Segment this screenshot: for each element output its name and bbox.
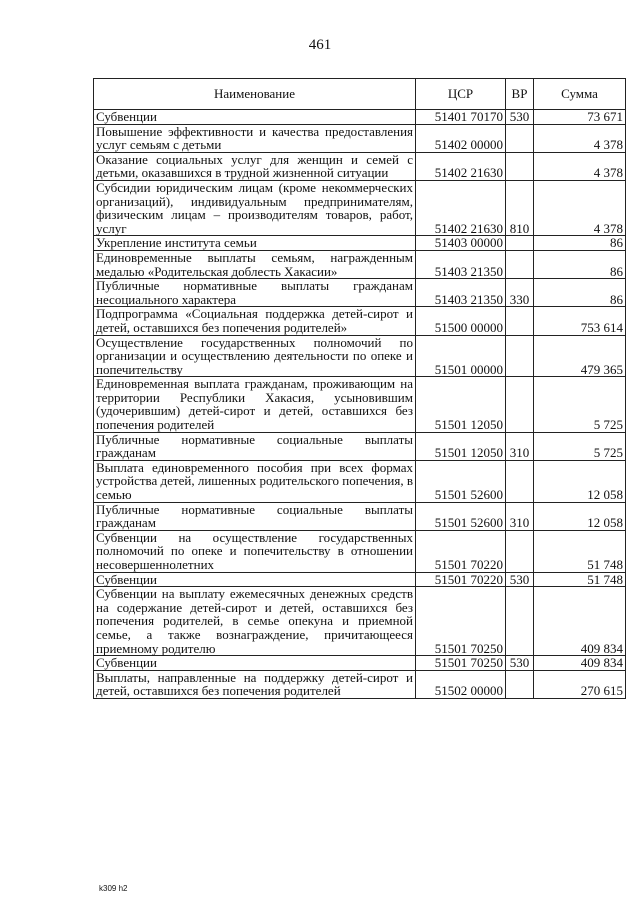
table-row	[94, 236, 626, 251]
row-vr	[506, 587, 534, 656]
row-sum: 12 058	[534, 460, 626, 502]
row-csr: 51501 52600	[416, 460, 506, 502]
row-csr: 51402 21630	[416, 180, 506, 235]
row-csr: 51501 70250	[416, 656, 506, 671]
row-vr: 330	[506, 279, 534, 307]
table-row	[94, 279, 626, 307]
row-name: Субвенции	[94, 110, 416, 125]
row-name: Субвенции	[94, 656, 416, 671]
row-vr	[506, 124, 534, 152]
row-vr: 530	[506, 110, 534, 125]
row-sum: 4 378	[534, 180, 626, 235]
table-row	[94, 530, 626, 572]
row-vr: 530	[506, 572, 534, 587]
row-csr: 51401 70170	[416, 110, 506, 125]
row-name: Единовременные выплаты семьям, награжденным медалью «Родительская доблесть Хакасии»	[94, 250, 416, 278]
row-vr	[506, 670, 534, 698]
row-vr	[506, 250, 534, 278]
row-name: Субвенции на осуществление государственных полномочий по опеке и попечительству в отношении несовершеннолетних	[94, 530, 416, 572]
row-name: Единовременная выплата гражданам, проживающим на территории Республики Хакасия, усыновившим (удочерившим) детей-сирот и детей, оставшихся без попечения родителей	[94, 377, 416, 432]
row-name: Публичные нормативные выплаты гражданам несоциального характера	[94, 279, 416, 307]
table-row	[94, 152, 626, 180]
row-sum: 5 725	[534, 432, 626, 460]
row-csr: 51500 00000	[416, 307, 506, 335]
header-vr: ВР	[506, 79, 534, 110]
table-row	[94, 670, 626, 698]
row-name: Повышение эффективности и качества предоставления услуг семьям с детьми	[94, 124, 416, 152]
row-name: Публичные нормативные социальные выплаты гражданам	[94, 502, 416, 530]
table-row	[94, 377, 626, 432]
row-vr	[506, 152, 534, 180]
row-sum: 409 834	[534, 656, 626, 671]
row-name: Выплата единовременного пособия при всех формах устройства детей, лишенных родительского попечения, в семью	[94, 460, 416, 502]
row-vr	[506, 307, 534, 335]
row-vr	[506, 377, 534, 432]
row-sum: 479 365	[534, 335, 626, 377]
row-sum: 4 378	[534, 124, 626, 152]
table-row	[94, 572, 626, 587]
table-row	[94, 110, 626, 125]
row-csr: 51501 52600	[416, 502, 506, 530]
row-sum: 409 834	[534, 587, 626, 656]
table-row	[94, 656, 626, 671]
table-row	[94, 502, 626, 530]
row-sum: 73 671	[534, 110, 626, 125]
row-name: Субвенции на выплату ежемесячных денежных средств на содержание детей-сирот и детей, оставшихся без попечения родителей, в семье опекуна и приемной семье, а также вознаграждение, причитающееся приемному родителю	[94, 587, 416, 656]
header-name: Наименование	[94, 79, 416, 110]
row-sum: 51 748	[534, 572, 626, 587]
row-vr: 310	[506, 502, 534, 530]
table-row	[94, 335, 626, 377]
row-vr	[506, 335, 534, 377]
table-row	[94, 587, 626, 656]
row-vr	[506, 530, 534, 572]
row-name: Выплаты, направленные на поддержку детей-сирот и детей, оставшихся без попечения родителей	[94, 670, 416, 698]
row-csr: 51403 21350	[416, 250, 506, 278]
row-csr: 51403 21350	[416, 279, 506, 307]
header-csr: ЦСР	[416, 79, 506, 110]
row-sum: 51 748	[534, 530, 626, 572]
row-name: Подпрограмма «Социальная поддержка детей-сирот и детей, оставшихся без попечения родителей»	[94, 307, 416, 335]
row-csr: 51402 21630	[416, 152, 506, 180]
row-csr: 51501 00000	[416, 335, 506, 377]
row-sum: 86	[534, 236, 626, 251]
row-name: Субвенции	[94, 572, 416, 587]
row-sum: 86	[534, 250, 626, 278]
row-sum: 5 725	[534, 377, 626, 432]
row-sum: 753 614	[534, 307, 626, 335]
row-vr	[506, 460, 534, 502]
row-csr: 51501 12050	[416, 432, 506, 460]
row-csr: 51501 70220	[416, 530, 506, 572]
header-sum: Сумма	[534, 79, 626, 110]
table-row	[94, 460, 626, 502]
row-vr: 310	[506, 432, 534, 460]
row-csr: 51402 00000	[416, 124, 506, 152]
row-csr: 51501 12050	[416, 377, 506, 432]
row-vr: 810	[506, 180, 534, 235]
footer-code: k309 h2	[99, 884, 128, 893]
row-name: Оказание социальных услуг для женщин и семей с детьми, оказавшихся в трудной жизненной ситуации	[94, 152, 416, 180]
row-vr	[506, 236, 534, 251]
table-row	[94, 250, 626, 278]
row-vr: 530	[506, 656, 534, 671]
row-sum: 270 615	[534, 670, 626, 698]
row-csr: 51501 70220	[416, 572, 506, 587]
table-row	[94, 432, 626, 460]
row-sum: 12 058	[534, 502, 626, 530]
row-name: Осуществление государственных полномочий по организации и осуществлению деятельности по опеке и попечительству	[94, 335, 416, 377]
row-csr: 51501 70250	[416, 587, 506, 656]
row-sum: 4 378	[534, 152, 626, 180]
row-name: Публичные нормативные социальные выплаты гражданам	[94, 432, 416, 460]
row-csr: 51502 00000	[416, 670, 506, 698]
table-row	[94, 124, 626, 152]
row-name: Укрепление института семьи	[94, 236, 416, 251]
table-row	[94, 180, 626, 235]
table-row	[94, 307, 626, 335]
budget-table	[93, 78, 626, 699]
page-number: 461	[308, 37, 332, 53]
row-csr: 51403 00000	[416, 236, 506, 251]
table-header-row	[94, 79, 626, 110]
row-name: Субсидии юридическим лицам (кроме некоммерческих организаций), индивидуальным предпринимателям, физическим лицам – производителям товаров, работ, услуг	[94, 180, 416, 235]
row-sum: 86	[534, 279, 626, 307]
